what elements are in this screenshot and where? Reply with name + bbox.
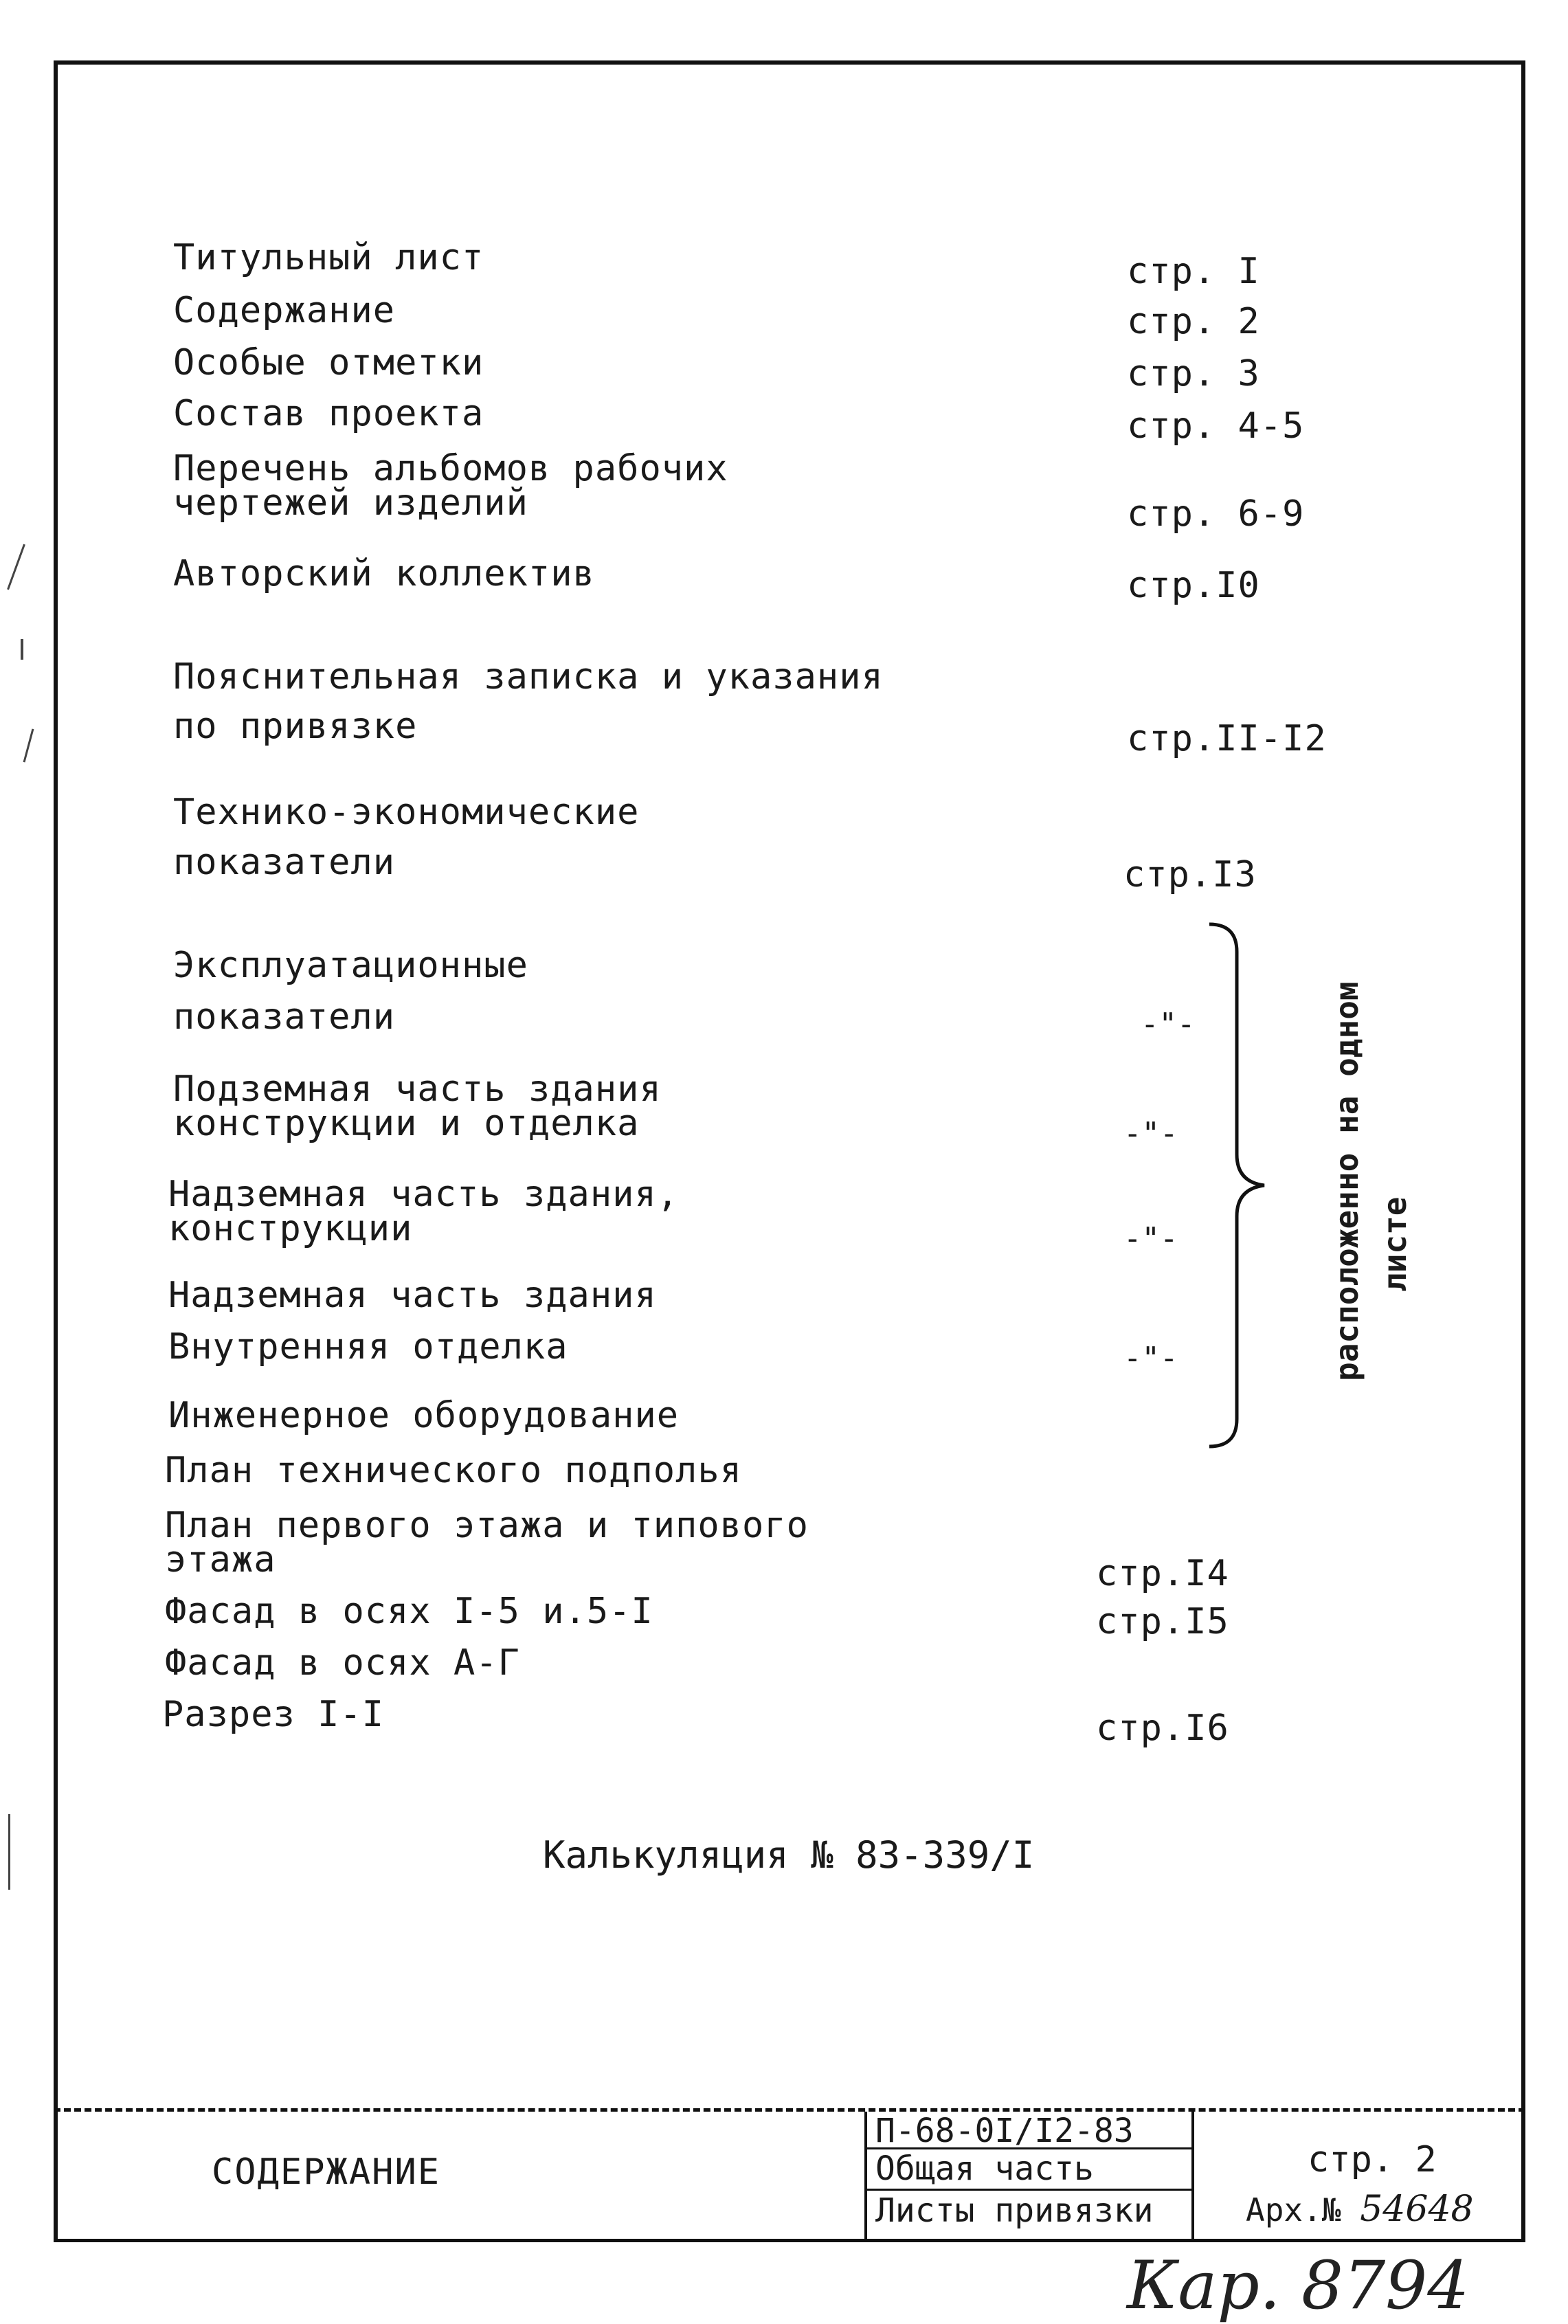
toc-page-album-list: стр. 6-9 xyxy=(1127,493,1305,535)
title-block xyxy=(54,2108,1525,2242)
toc-title-section: Разрез I-I xyxy=(162,1694,385,1735)
toc-title-tech-economic-line2: показатели xyxy=(173,842,396,883)
stamp-code: П-68-0I/I2-83 xyxy=(875,2112,1134,2150)
toc-page-interior: -"- xyxy=(1123,1341,1178,1376)
toc-page-explanatory-note: стр.II-I2 xyxy=(1127,718,1327,759)
toc-title-interior-line2: Внутренняя отделка xyxy=(168,1326,568,1367)
toc-page-special-notes: стр. 3 xyxy=(1127,353,1260,394)
stamp-page: стр. 2 xyxy=(1308,2139,1437,2180)
toc-page-project-composition: стр. 4-5 xyxy=(1127,405,1305,447)
scan-mark xyxy=(21,639,23,660)
page-frame xyxy=(54,60,1525,2242)
toc-title-engineering-equipment: Инженерное оборудование xyxy=(168,1395,680,1436)
toc-title-operational-line2: показатели xyxy=(173,996,396,1038)
toc-title-authors: Авторский коллектив xyxy=(173,553,595,594)
toc-title-album-list-line2: чертежей изделий xyxy=(173,482,528,524)
toc-title-aboveground-line2: конструкции xyxy=(168,1208,413,1249)
toc-title-underground-line2: конструкции и отделка xyxy=(173,1103,640,1144)
toc-page-floor-plan: стр.I4 xyxy=(1096,1553,1229,1594)
scan-mark xyxy=(8,1814,10,1890)
toc-page-aboveground: -"- xyxy=(1123,1221,1178,1256)
toc-title-interior-line1: Надземная часть здания xyxy=(168,1275,657,1316)
toc-title-floor-plan-line2: этажа xyxy=(165,1539,276,1580)
stamp-archive xyxy=(1246,2189,1474,2230)
catalog-mark: Кар. 8794 xyxy=(1127,2247,1470,2324)
toc-title-special-notes: Особые отметки xyxy=(173,342,484,383)
toc-page-tech-economic: стр.I3 xyxy=(1123,854,1257,895)
toc-page-facade-1-5: стр.I5 xyxy=(1096,1601,1229,1642)
stamp-page-cell xyxy=(1198,2112,1524,2242)
toc-title-underground-line1: Подземная часть здания xyxy=(173,1069,662,1110)
toc-title-facade-a-g: Фасад в осях А-Г xyxy=(165,1642,520,1684)
toc-title-explanatory-note-line1: Пояснительная записка и указания xyxy=(173,656,884,697)
toc-title-facade-1-5: Фасад в осях I-5 и.5-I xyxy=(165,1591,653,1632)
toc-title-floor-plan-line1: План первого этажа и типового xyxy=(165,1505,809,1546)
toc-page-section: стр.I6 xyxy=(1096,1708,1229,1749)
toc-page-authors: стр.I0 xyxy=(1127,565,1260,606)
stamp-archive-label: Арх.№ xyxy=(1246,2191,1341,2228)
stamp-rule xyxy=(867,2189,1191,2191)
toc-title-project-composition: Состав проекта xyxy=(173,393,484,434)
stamp-subsection: Листы привязки xyxy=(875,2191,1154,2230)
toc-page-title-page: стр. I xyxy=(1127,251,1260,292)
stamp-section: Общая часть xyxy=(875,2149,1094,2188)
toc-title-aboveground-line1: Надземная часть здания, xyxy=(168,1174,680,1215)
stamp-document-cell xyxy=(864,2112,1194,2242)
toc-title-basement-plan: План технического подполья xyxy=(165,1450,742,1491)
toc-title-album-list-line1: Перечень альбомов рабочих xyxy=(173,448,728,489)
calculation-number: Калькуляция № 83-339/I xyxy=(543,1833,1035,1877)
toc-title-contents: Содержание xyxy=(173,290,396,331)
stamp-archive-number: 54648 xyxy=(1360,2189,1474,2230)
toc-title-operational-line1: Эксплуатационные xyxy=(173,945,528,986)
stamp-title: СОДЕРЖАНИЕ xyxy=(212,2152,441,2193)
toc-page-contents: стр. 2 xyxy=(1127,301,1260,342)
toc-title-explanatory-note-line2: по привязке xyxy=(173,706,418,747)
toc-page-operational: -"- xyxy=(1141,1007,1196,1042)
scan-mark xyxy=(23,728,34,762)
side-note-line1: расположенно на одном xyxy=(1328,981,1365,1381)
toc-page-underground: -"- xyxy=(1123,1116,1178,1151)
scan-mark xyxy=(7,544,25,590)
toc-title-title-page: Титульный лист xyxy=(173,237,484,278)
side-note-line2: листе xyxy=(1376,1196,1413,1292)
grouping-brace xyxy=(1196,917,1278,1453)
toc-title-tech-economic-line1: Технико-экономические xyxy=(173,792,640,833)
